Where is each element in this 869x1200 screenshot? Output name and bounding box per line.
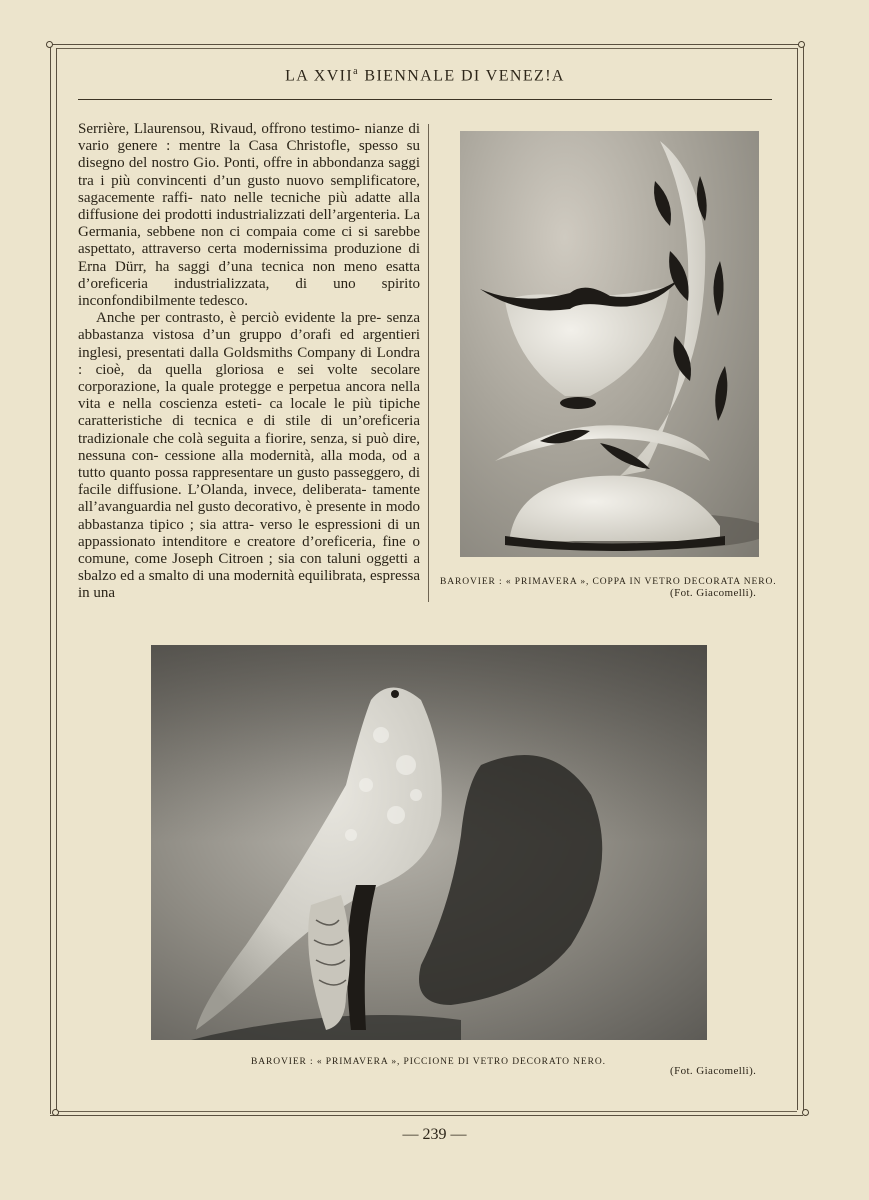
corner-ornament-top-right (798, 41, 805, 48)
figure-2-caption: BAROVIER : « PRIMAVERA », PICCIONE DI VETRO DECORATO NERO. (251, 1057, 606, 1067)
article-paragraph-1: Serrière, Llaurensou, Rivaud, offrono testimo- nianze di vario genere : mentre la Casa Christofle, spesso su disegno del nostro Gio. Ponti, offre in abbondanza saggi tra i più convincenti d’un gusto nuovo semplificatore, sagacemente raffi- nato nelle tecniche più adatte alla diffusione dei prodotti industrializzati dell’argenteria. La Germania, sebbene non ci compaia come ci si sarebbe aspettato, attraverso certa modernissima produzione di Erna Dürr, ha saggi d’una tecnica non meno esatta d’oreficeria industrializzata, di uno spirito inconfondibilmente tedesco. (78, 121, 420, 310)
header-title-suffix: BIENNALE DI VENEZ!A (358, 67, 565, 85)
corner-ornament-bottom-right (802, 1109, 809, 1116)
photo-primavera-pigeon (151, 645, 707, 1040)
border-left-inner (56, 48, 57, 1110)
figure-1-credit: (Fot. Giacomelli). (670, 587, 757, 599)
glass-cup-illustration (460, 131, 759, 557)
glass-pigeon-illustration (151, 645, 707, 1040)
photo-primavera-cup (460, 131, 759, 557)
border-left-outer (50, 44, 51, 1114)
corner-ornament-bottom-left (52, 1109, 59, 1116)
figure-2-credit: (Fot. Giacomelli). (670, 1065, 757, 1077)
header-title-sup: a (353, 66, 359, 77)
header-rule (78, 99, 772, 100)
article-text (78, 121, 420, 603)
page-number: — 239 — (402, 1126, 467, 1143)
border-right-outer (803, 44, 804, 1114)
figure-1-caption: BAROVIER : « PRIMAVERA », COPPA IN VETRO DECORATA NERO. (440, 577, 777, 587)
border-right-inner (797, 48, 798, 1110)
corner-ornament-top-left (46, 41, 53, 48)
column-rule (428, 124, 429, 602)
header-title-prefix: LA XVII (285, 67, 354, 85)
running-header (78, 66, 772, 85)
article-paragraph-2: Anche per contrasto, è perciò evidente la pre- senza abbastanza vistosa d’un gruppo d’orafi ed argentieri inglesi, presentati dalla Goldsmiths Company di Londra : cioè, da quella gloriosa e sei volte secolare corporazione, la quale protegge e perpetua ancora nella vita e nella coscienza esteti- ca locale le più tipiche caratteristiche di tecnica e di stile di un’oreficeria tradizionale che colà seguita a fiorire, senza, si può dire, nessuna con- cessione alla modernità, alla moda, od a tutto quanto possa rappresentare un gusto passeggero, di facile diffusione. L’Olanda, invece, deliberata- tamente all’avanguardia nel gusto decorativo, è presente in modo abbastanza tipico ; sia attra- verso le espressioni di un appassionato intenditore e creatore d’oreficeria, fine o comune, come Joseph Citroen ; sia con taluni oggetti a sbalzo ed a smalto di una modernità equilibrata, espressa in una (78, 310, 420, 602)
